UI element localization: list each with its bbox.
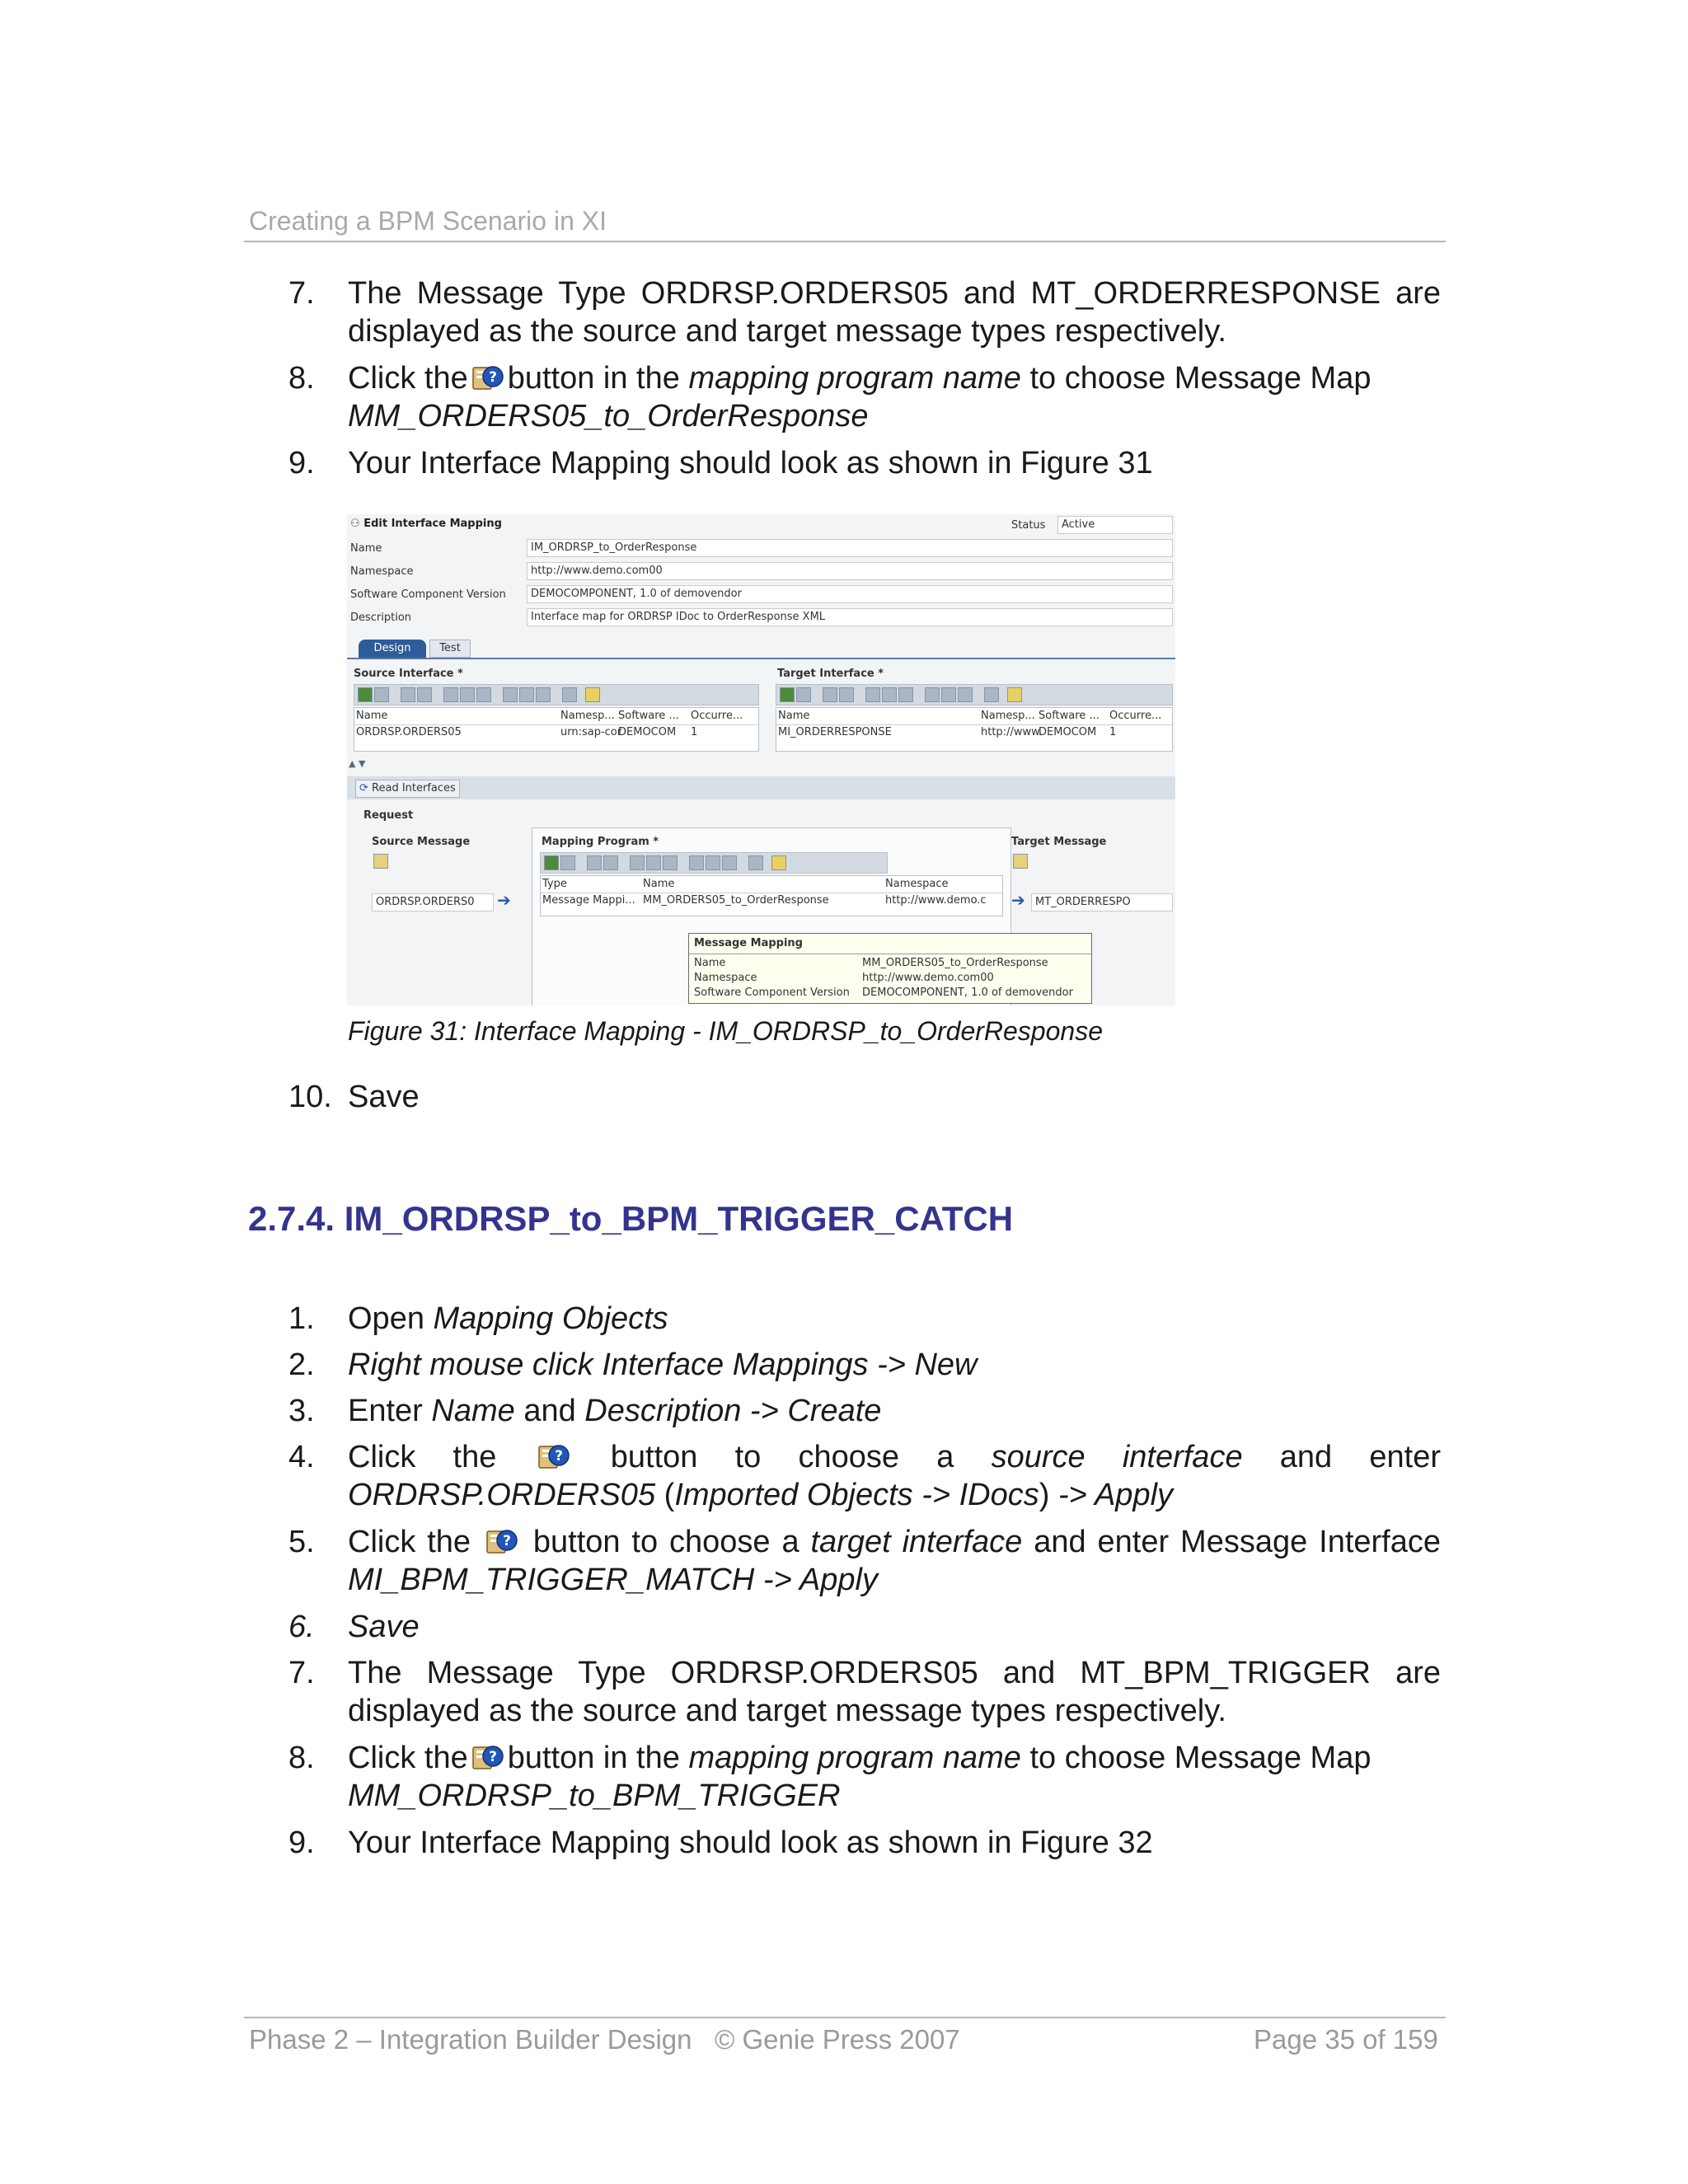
- list-item: [288, 1392, 1441, 1430]
- page-number: Page 35 of 159: [1254, 2024, 1438, 2055]
- item-text-cont: ORDRSP.ORDERS05 (Imported Objects -> IDocs) -> Apply: [348, 1478, 1174, 1512]
- section-heading: 2.7.4. IM_ORDRSP_to_BPM_TRIGGER_CATCH: [248, 1199, 1014, 1238]
- source-message-title: Source Message: [372, 836, 471, 848]
- table-row[interactable]: Message Mappi...: [542, 894, 635, 907]
- item-number: 5.: [288, 1525, 315, 1559]
- item-number: 10.: [288, 1080, 332, 1114]
- toolbar-button-icon[interactable]: [748, 855, 763, 870]
- swcv-field[interactable]: DEMOCOMPONENT, 1.0 of demovendor: [527, 585, 1173, 603]
- toolbar-button-icon[interactable]: [562, 687, 577, 702]
- list-item: [288, 1346, 1441, 1384]
- running-header: Creating a BPM Scenario in XI: [249, 206, 607, 236]
- footer-rule: [244, 2017, 1446, 2018]
- window-title: ⚇ Edit Interface Mapping: [350, 518, 502, 530]
- target-message-title: Target Message: [1011, 836, 1107, 848]
- list-item: [288, 274, 1441, 350]
- up-arrow-icon[interactable]: [823, 687, 837, 702]
- down-arrow-icon[interactable]: [603, 855, 618, 870]
- header-rule: [244, 241, 1446, 242]
- item-text: Save: [348, 1080, 420, 1114]
- request-label: Request: [363, 809, 414, 822]
- item-number: 8.: [288, 1741, 315, 1775]
- toolbar-button-icon[interactable]: [780, 687, 795, 702]
- item-text: Your Interface Mapping should look as shown in Figure 32: [348, 1825, 1153, 1860]
- item-number: 4.: [288, 1440, 315, 1474]
- item-text: Click the button in the mapping program name to choose Message Map MM_ORDERS05_to_OrderResponse: [348, 361, 1372, 434]
- down-arrow-icon[interactable]: [417, 687, 432, 702]
- read-interfaces-bar: [347, 776, 1175, 799]
- item-number: 7.: [288, 276, 315, 311]
- toolbar-button-icon[interactable]: [796, 687, 811, 702]
- toolbar-button-icon[interactable]: [771, 855, 786, 870]
- copy-icon[interactable]: [646, 855, 661, 870]
- field-label: Name: [350, 542, 382, 555]
- name-field[interactable]: IM_ORDRSP_to_OrderResponse: [527, 539, 1173, 557]
- read-interfaces-button[interactable]: ⟳ Read Interfaces: [355, 780, 460, 798]
- target-interface-title: Target Interface *: [777, 668, 884, 680]
- mapping-program-table: Type Name Namespace Message Mappi... MM_ORDERS05_to_OrderResponse http://www.demo.c: [540, 875, 1003, 916]
- list-item: [288, 1078, 1441, 1116]
- toolbar-button-icon[interactable]: [544, 855, 559, 870]
- insert-icon[interactable]: [1013, 854, 1028, 869]
- splitter-arrows-icon[interactable]: ▲ ▼: [349, 758, 366, 769]
- description-field[interactable]: Interface map for ORDRSP IDoc to OrderResponse XML: [527, 608, 1173, 626]
- toolbar-button-icon[interactable]: [519, 687, 534, 702]
- delete-icon[interactable]: [865, 687, 880, 702]
- help-book-icon: [485, 1526, 518, 1556]
- toolbar-button-icon[interactable]: [1007, 687, 1022, 702]
- toolbar-button-icon[interactable]: [925, 687, 940, 702]
- field-label: Description: [350, 612, 412, 624]
- list-item: [288, 1654, 1441, 1730]
- target-interface-toolbar: [776, 684, 1173, 705]
- toolbar-button-icon[interactable]: [689, 855, 704, 870]
- item-text: Right mouse click Interface Mappings -> New: [348, 1347, 978, 1382]
- item-text: Click the button to choose a source interface and enter: [348, 1440, 1441, 1474]
- field-label: Namespace: [350, 565, 414, 578]
- toolbar-button-icon[interactable]: [706, 855, 720, 870]
- item-number: 9.: [288, 1825, 315, 1860]
- target-interface-table: Name Namesp... Software ... Occurre... MI_ORDERRESPONSE http://www. DEMOCOM 1: [776, 707, 1173, 752]
- source-message-field: ORDRSP.ORDERS0: [372, 893, 494, 912]
- toolbar-button-icon[interactable]: [536, 687, 551, 702]
- toolbar-button-icon[interactable]: [984, 687, 999, 702]
- item-number: 7.: [288, 1656, 315, 1690]
- insert-icon[interactable]: [373, 854, 388, 869]
- toolbar-button-icon[interactable]: [585, 687, 600, 702]
- item-number: 9.: [288, 446, 315, 480]
- namespace-field[interactable]: http://www.demo.com00: [527, 562, 1173, 580]
- toolbar-button-icon[interactable]: [358, 687, 373, 702]
- tab-strip-line: [347, 658, 1175, 659]
- paste-icon[interactable]: [898, 687, 913, 702]
- delete-icon[interactable]: [443, 687, 458, 702]
- target-message-field: MT_ORDERRESPO: [1031, 893, 1173, 912]
- figure-caption: Figure 31: Interface Mapping - IM_ORDRSP_to_OrderResponse: [348, 1016, 1103, 1046]
- glasses-icon: ⚇: [350, 518, 360, 530]
- list-item: [288, 1523, 1441, 1599]
- delete-icon[interactable]: [630, 855, 645, 870]
- paste-icon[interactable]: [476, 687, 491, 702]
- field-label: Software Component Version: [350, 588, 506, 601]
- item-number: 6.: [288, 1610, 315, 1644]
- item-text: Click the button in the mapping program name to choose Message Map MM_ORDRSP_to_BPM_TRIGGER: [348, 1741, 1372, 1813]
- tab-test[interactable]: Test: [429, 640, 471, 658]
- right-arrow-icon: ➔: [1011, 890, 1025, 910]
- item-number: 3.: [288, 1394, 315, 1428]
- mapping-program-toolbar: [540, 852, 888, 874]
- toolbar-button-icon[interactable]: [958, 687, 973, 702]
- help-book-icon: [471, 363, 504, 392]
- copy-icon[interactable]: [882, 687, 897, 702]
- source-interface-table: Name Namesp... Software ... Occurre... ORDRSP.ORDERS05 urn:sap-cor DEMOCOM 1: [354, 707, 759, 752]
- list-item: [288, 1824, 1441, 1862]
- source-interface-toolbar: [354, 684, 759, 705]
- item-text: Click the button to choose a target interface and enter Message Interface MI_BPM_TRIGGER_MATCH -> Apply: [348, 1525, 1442, 1597]
- table-row[interactable]: MI_ORDERRESPONSE: [778, 726, 892, 738]
- toolbar-button-icon[interactable]: [722, 855, 737, 870]
- item-text: Open Mapping Objects: [348, 1301, 668, 1336]
- list-item: [288, 1608, 1441, 1646]
- status-label: Status: [1011, 519, 1046, 532]
- tab-design[interactable]: Design: [359, 640, 426, 658]
- toolbar-button-icon[interactable]: [941, 687, 956, 702]
- mapping-program-title: Mapping Program *: [542, 836, 659, 848]
- item-text: The Message Type ORDRSP.ORDERS05 and MT_ORDERRESPONSE are displayed as the source and target message types respectively.: [348, 276, 1441, 349]
- item-text: Save: [348, 1610, 420, 1644]
- help-book-icon: [537, 1441, 570, 1471]
- copy-icon[interactable]: [460, 687, 475, 702]
- item-number: 8.: [288, 361, 315, 396]
- item-text: Your Interface Mapping should look as shown in Figure 31: [348, 446, 1153, 480]
- item-text: Enter Name and Description -> Create: [348, 1394, 882, 1428]
- list-item: [288, 359, 1441, 435]
- list-item: [288, 444, 1441, 482]
- list-item: [288, 1300, 1441, 1338]
- refresh-icon: ⟳: [359, 782, 368, 794]
- list-item: [288, 1739, 1441, 1815]
- help-book-icon: [471, 1742, 504, 1772]
- footer-left: Phase 2 – Integration Builder Design © Genie Press 2007: [249, 2024, 960, 2055]
- item-text: The Message Type ORDRSP.ORDERS05 and MT_BPM_TRIGGER are displayed as the source and target message types respectively.: [348, 1656, 1441, 1728]
- item-number: 1.: [288, 1301, 315, 1336]
- right-arrow-icon: ➔: [497, 890, 511, 910]
- source-interface-title: Source Interface *: [354, 668, 463, 680]
- up-arrow-icon[interactable]: [587, 855, 602, 870]
- toolbar-button-icon[interactable]: [503, 687, 518, 702]
- toolbar-button-icon[interactable]: [374, 687, 389, 702]
- down-arrow-icon[interactable]: [839, 687, 854, 702]
- table-row[interactable]: ORDRSP.ORDERS05: [356, 726, 462, 738]
- up-arrow-icon[interactable]: [401, 687, 415, 702]
- status-field: Active: [1057, 516, 1173, 534]
- message-mapping-tooltip: Message Mapping Name MM_ORDERS05_to_OrderResponse Namespace http://www.demo.com00 Software Component Version DEMOCOMPONENT, 1.0 of demovendor: [688, 933, 1092, 1004]
- paste-icon[interactable]: [663, 855, 678, 870]
- toolbar-button-icon[interactable]: [560, 855, 575, 870]
- interface-mapping-screenshot: [347, 514, 1175, 1005]
- item-number: 2.: [288, 1347, 315, 1382]
- list-item: [288, 1438, 1441, 1514]
